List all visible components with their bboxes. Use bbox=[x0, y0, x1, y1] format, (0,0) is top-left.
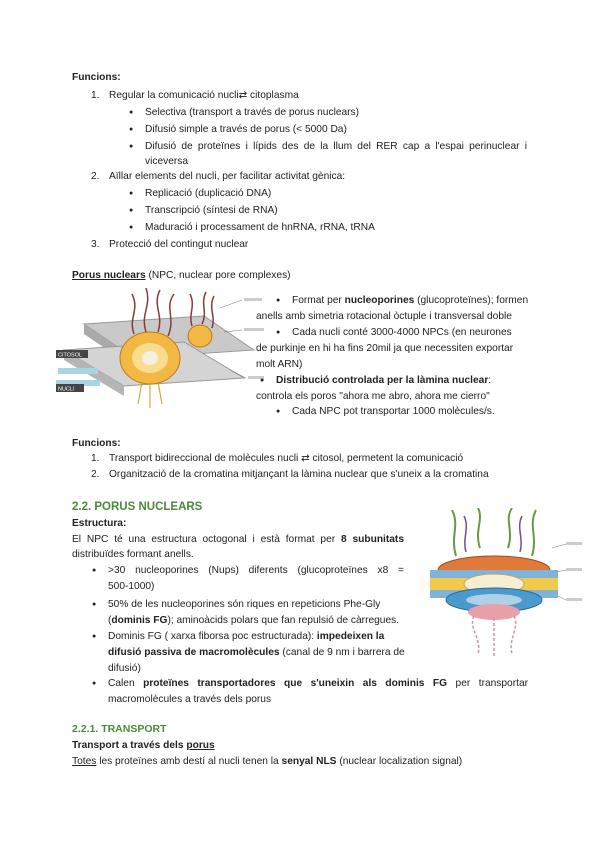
section-heading: 2.2.1. TRANSPORT bbox=[72, 723, 167, 735]
list-item-continuation: difusió passiva de macromolècules (canal de 9 nm i barrera de bbox=[108, 647, 405, 658]
svg-text:CITOSOL: CITOSOL bbox=[58, 352, 83, 359]
list-item: ● Selectiva (transport a través de porus nuclears) bbox=[145, 106, 359, 119]
porus-heading: Porus nuclears (NPC, nuclear pore complexes) bbox=[72, 270, 291, 281]
list-number: 3. bbox=[91, 239, 100, 250]
list-item-continuation: difusió) bbox=[108, 663, 141, 674]
list-item: ● Replicació (duplicació DNA) bbox=[145, 187, 271, 200]
list-item: Organització de la cromatina mitjançant la làmina nuclear que s'uneix a la cromatina bbox=[109, 469, 489, 480]
subheading: Transport a través dels porus bbox=[72, 740, 215, 751]
list-number: 2. bbox=[91, 469, 100, 480]
section-heading: 2.2. PORUS NUCLEARS bbox=[72, 501, 203, 513]
npc-structure-figure bbox=[416, 508, 586, 658]
list-item: ● Calen proteïnes transportadores que s'uneixin als dominis FG per transportar bbox=[108, 677, 528, 690]
list-item: ● Transcripció (síntesi de RNA) bbox=[145, 204, 278, 217]
paragraph: El NPC té una estructura octogonal i està format per 8 subunitats bbox=[72, 534, 404, 545]
list-item: ● Format per nucleoporines (glucoproteïnes); formen bbox=[292, 294, 528, 307]
list-number: 1. bbox=[91, 90, 100, 101]
list-item: Transport bidireccional de molècules nucli ⇄ citosol, permetent la comunicació bbox=[109, 453, 464, 464]
list-item-continuation: molt ARN) bbox=[256, 359, 303, 370]
list-item-continuation: anells amb simetria rotacional òctuple i transversal doble bbox=[256, 311, 512, 322]
list-item: ● >30 nucleoporines (Nups) diferents (glucoproteïnes x8 = bbox=[108, 564, 404, 577]
list-item-continuation: (dominis FG); aminoàcids polars que fan repulsió de càrregues. bbox=[108, 615, 400, 626]
list-item: Regular la comunicació nucli⇄ citoplasma bbox=[109, 90, 299, 101]
funcions-title: Funcions: bbox=[72, 72, 121, 83]
list-item: ● 50% de les nucleoporines són riques en repeticions Phe-Gly bbox=[108, 598, 380, 611]
funcions-title: Funcions: bbox=[72, 438, 121, 449]
list-item: Protecció del contingut nuclear bbox=[109, 239, 249, 250]
subheading: Estructura: bbox=[72, 518, 127, 529]
list-item: ● Dominis FG ( xarxa fiborsa poc estructurada): impedeixen la bbox=[108, 630, 384, 643]
list-item: ● Difusió de proteïnes i lípids des de la llum del RER cap a l'espai perinuclear i bbox=[145, 140, 527, 153]
list-item-continuation: viceversa bbox=[145, 156, 189, 167]
list-item: Aïllar elements del nucli, per facilitar activitat gènica: bbox=[109, 171, 346, 182]
list-item: ● Difusió simple a través de porus (< 5000 Da) bbox=[145, 123, 347, 136]
list-number: 2. bbox=[91, 171, 100, 182]
list-number: 1. bbox=[91, 453, 100, 464]
list-item: ● Cada NPC pot transportar 1000 molècules/s. bbox=[292, 405, 495, 418]
svg-text:NUCLI: NUCLI bbox=[58, 386, 75, 393]
list-item: ● Maduració i processament de hnRNA, rRNA, tRNA bbox=[145, 221, 375, 234]
list-item: ● Cada nucli conté 3000-4000 NPCs (en neurones bbox=[292, 326, 512, 339]
list-item-continuation: de purkinje en hi ha fins 20mil ja que necessiten exportar bbox=[256, 343, 514, 354]
list-item-continuation: controla els poros "ahora me abro, ahora me cierro" bbox=[256, 391, 490, 402]
list-item-continuation: 500-1000) bbox=[108, 581, 155, 592]
paragraph-continuation: distribuïdes formant anells. bbox=[72, 549, 194, 560]
nuclear-envelope-figure bbox=[54, 288, 268, 412]
list-item-continuation: macromolècules a través dels porus bbox=[108, 694, 272, 705]
paragraph: Totes les proteïnes amb destí al nucli tenen la senyal NLS (nuclear localization signal) bbox=[72, 756, 463, 767]
list-item: ● Distribució controlada per la làmina nuclear: bbox=[276, 374, 491, 387]
